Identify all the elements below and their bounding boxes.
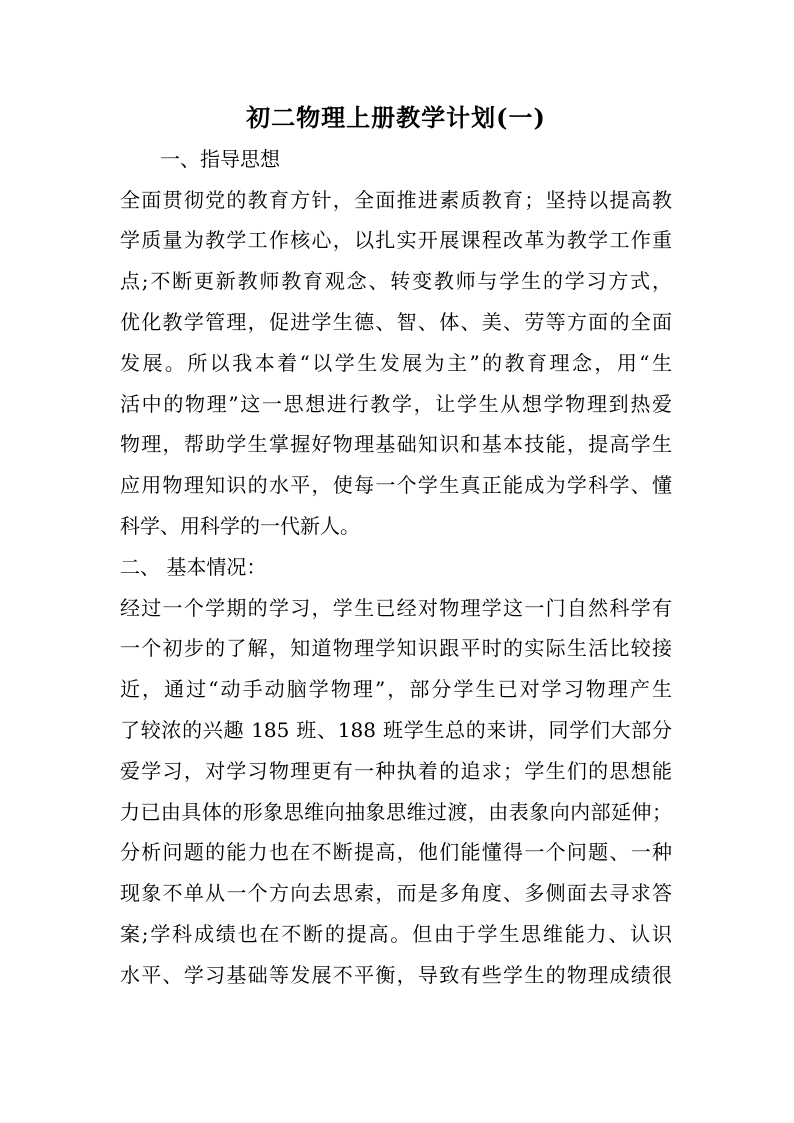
- section-paragraph-basic-situation: [120, 588, 672, 996]
- text-line: 科学、用科学的一代新人。: [120, 513, 360, 538]
- section-paragraph-guiding-ideology: [120, 180, 672, 547]
- text-line: 应用物理知识的水平，使每一个学生真正能成为学科学、懂: [120, 473, 672, 498]
- text-line: 点;不断更新教师教育观念、转变教师与学生的学习方式，: [120, 269, 672, 294]
- document-body: [120, 98, 672, 996]
- text-line: 现象不单从一个方向去思索，而是多角度、多侧面去寻求答: [120, 881, 672, 906]
- text-line: 优化教学管理，促进学生德、智、体、美、劳等方面的全面: [120, 309, 672, 334]
- text-line: 爱学习，对学习物理更有一种执着的追求；学生们的思想能: [120, 758, 672, 783]
- section-heading-basic-situation: 二、 基本情况：: [120, 554, 267, 579]
- text-line: 一个初步的了解，知道物理学知识跟平时的实际生活比较接: [120, 636, 672, 661]
- text-line: 物理，帮助学生掌握好物理基础知识和基本技能，提高学生: [120, 432, 672, 457]
- text-line: 水平、学习基础等发展不平衡，导致有些学生的物理成绩很: [120, 962, 672, 987]
- section-heading-guiding-ideology: 一、指导思想: [160, 146, 280, 171]
- text-line: 全面贯彻党的教育方针，全面推进素质教育；坚持以提高教: [120, 187, 672, 212]
- text-line: 活中的物理”这一思想进行教学，让学生从想学物理到热爱: [120, 391, 672, 416]
- text-line: 分析问题的能力也在不断提高，他们能懂得一个问题、一种: [120, 840, 672, 865]
- text-line: 近，通过“动手动脑学物理”，部分学生已对学习物理产生: [120, 677, 672, 702]
- text-line: 案;学科成绩也在不断的提高。但由于学生思维能力、认识: [120, 921, 672, 946]
- text-line: 了较浓的兴趣 185 班、188 班学生总的来讲，同学们大部分: [120, 717, 672, 742]
- text-line: 学质量为教学工作核心，以扎实开展课程改革为教学工作重: [120, 228, 672, 253]
- document-title: 初二物理上册教学计划(一): [246, 103, 546, 132]
- text-line: 力已由具体的形象思维向抽象思维过渡，由表象向内部延伸；: [120, 799, 672, 824]
- text-line: 经过一个学期的学习，学生已经对物理学这一门自然科学有: [120, 595, 672, 620]
- text-line: 发展。所以我本着“以学生发展为主”的教育理念，用“生: [120, 350, 672, 375]
